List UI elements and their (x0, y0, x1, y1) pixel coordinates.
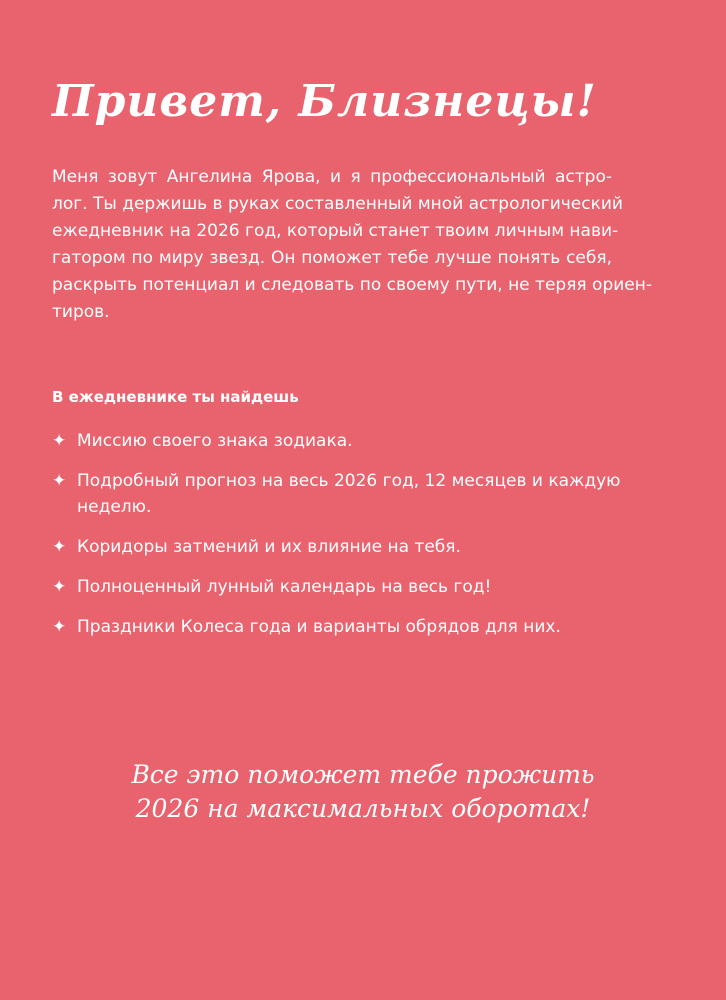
list-item (52, 614, 652, 640)
sparkle-bullet-icon: ✦ (52, 617, 67, 637)
sparkle-bullet-icon: ✦ (52, 577, 67, 597)
list-item-line: Подробный прогноз на весь 2026 год, 12 месяцев и каждую (77, 471, 621, 491)
list-item-text (77, 468, 652, 520)
intro-line: раскрыть потенциал и следовать по своему пути, не теряя ориен- (52, 275, 653, 295)
intro-line: тиров. (52, 302, 110, 322)
feature-list (52, 428, 652, 654)
list-item (52, 534, 652, 560)
list-item-line: неделю. (77, 497, 152, 517)
intro-line: лог. Ты держишь в руках составленный мной астрологический (52, 194, 623, 214)
sparkle-bullet-icon: ✦ (52, 471, 67, 491)
list-item-text (77, 574, 652, 600)
list-item (52, 428, 652, 454)
page-title: Привет, Близнецы! (52, 76, 597, 127)
intro-line: Меня зовут Ангелина Ярова, и я профессиональный астро- (52, 167, 612, 187)
list-item (52, 574, 652, 600)
intro-line: ежедневник на 2026 год, который станет твоим личным нави- (52, 221, 619, 241)
closing-line: 2026 на максимальных оборотах! (135, 794, 591, 823)
intro-paragraph (52, 164, 653, 326)
list-item-line: Полноценный лунный календарь на весь год! (77, 577, 492, 597)
sparkle-bullet-icon: ✦ (52, 537, 67, 557)
list-item-text (77, 614, 652, 640)
list-item (52, 468, 652, 520)
list-item-line: Миссию своего знака зодиака. (77, 431, 353, 451)
intro-line: гатором по миру звезд. Он поможет тебе лучше понять себя, (52, 248, 612, 268)
list-item-text (77, 428, 652, 454)
list-heading: В ежедневнике ты найдешь (52, 388, 299, 406)
closing-statement (0, 758, 726, 826)
closing-line: Все это поможет тебе прожить (131, 760, 595, 789)
list-item-line: Коридоры затмений и их влияние на тебя. (77, 537, 461, 557)
list-item-text (77, 534, 652, 560)
sparkle-bullet-icon: ✦ (52, 431, 67, 451)
list-item-line: Праздники Колеса года и варианты обрядов для них. (77, 617, 561, 637)
